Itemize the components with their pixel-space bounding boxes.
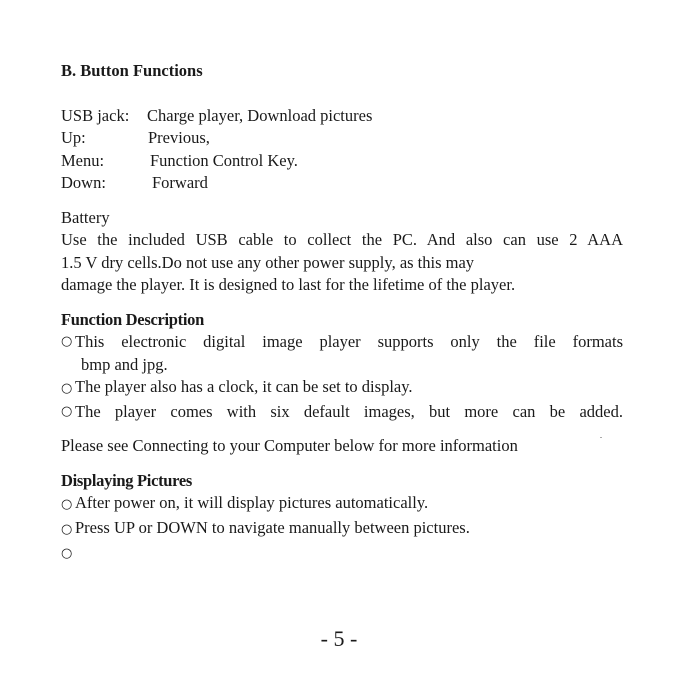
circle-bullet-icon: ○ xyxy=(61,403,73,419)
list-item xyxy=(61,331,623,376)
function-row-down xyxy=(61,172,623,195)
bullet-text: Press UP or DOWN to navigate manually between pictures. xyxy=(75,517,470,537)
list-item xyxy=(61,541,623,566)
function-key: Down: xyxy=(61,173,106,192)
function-key: Menu: xyxy=(61,150,105,170)
battery-line: damage the player. It is designed to last for the lifetime of the player. xyxy=(61,275,516,294)
circle-bullet-icon: ○ xyxy=(61,334,73,349)
list-item xyxy=(61,492,623,517)
function-value: Forward xyxy=(152,173,208,192)
battery-line: 1.5 V dry cells.Do not use any other power supply, as this may xyxy=(61,252,475,272)
displaying-pictures-heading: Displaying Pictures xyxy=(61,470,193,490)
bullet-text: The player also has a clock, it can be set to display. xyxy=(75,377,413,396)
bullet-text: The player comes with six default images, but more can be added. xyxy=(75,401,623,421)
list-item xyxy=(61,401,623,424)
function-value: Charge player, Download pictures xyxy=(147,105,373,125)
bullet-text-continued: bmp and jpg. xyxy=(81,354,168,374)
see-more-note: Please see Connecting to your Computer below for more information xyxy=(61,436,518,455)
circle-bullet-icon: ○ xyxy=(61,521,73,537)
function-value: Previous, xyxy=(148,128,210,147)
list-item xyxy=(61,517,623,542)
list-item xyxy=(61,376,623,401)
function-key: USB jack: xyxy=(61,105,130,125)
function-value: Function Control Key. xyxy=(150,150,298,170)
circle-bullet-icon: ○ xyxy=(61,497,73,512)
function-key: Up: xyxy=(61,128,86,147)
battery-line: Use the included USB cable to collect the PC. And also can use 2 AAA xyxy=(61,230,623,249)
function-row-usb xyxy=(61,105,623,128)
function-row-up xyxy=(61,127,623,150)
manual-page xyxy=(61,60,623,566)
page-number: - 5 - xyxy=(320,626,358,651)
circle-bullet-icon: ○ xyxy=(61,546,73,561)
function-description-heading: Function Description xyxy=(61,309,204,329)
button-functions-list xyxy=(61,105,623,195)
bullet-text: This electronic digital image player supports only the file formats xyxy=(75,332,623,351)
bullet-text: After power on, it will display pictures automatically. xyxy=(75,493,429,512)
function-row-menu xyxy=(61,150,623,173)
stray-dot: . xyxy=(600,431,602,440)
section-b-heading: B. Button Functions xyxy=(61,61,203,80)
circle-bullet-icon: ○ xyxy=(61,381,73,396)
battery-heading: Battery xyxy=(61,207,110,227)
